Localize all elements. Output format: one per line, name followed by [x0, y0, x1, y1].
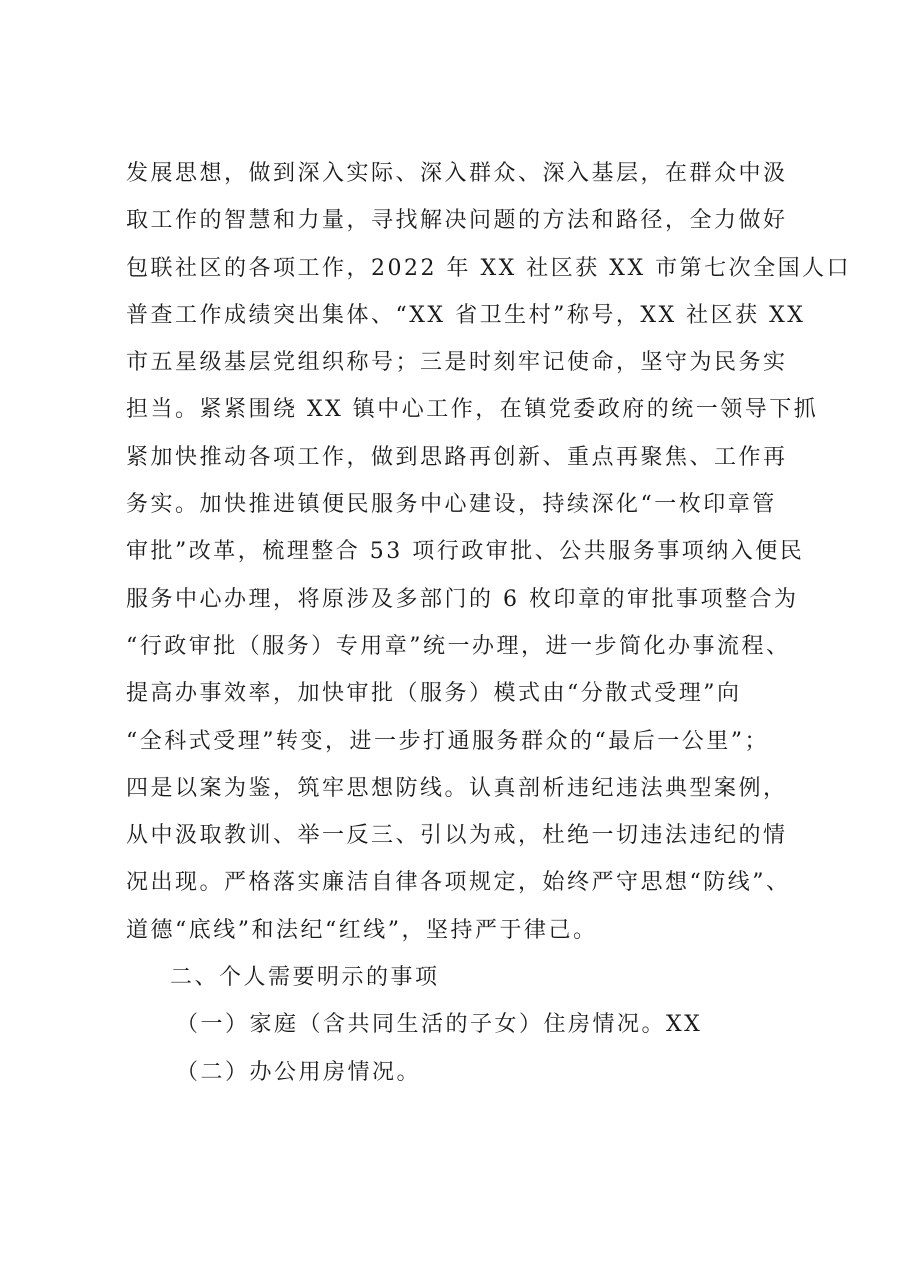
paragraph-line: 务实。加快推进镇便民服务中心建设，持续深化“一枚印章管	[126, 492, 777, 518]
paragraph-line: 道德“底线”和法纪“红线”，坚持严于律己。	[126, 917, 598, 943]
paragraph-line: 取工作的智慧和力量，寻找解决问题的方法和路径，全力做好	[126, 208, 788, 234]
paragraph-line: 审批”改革，梳理整合 53 项行政审批、公共服务事项纳入便民	[126, 539, 805, 565]
paragraph-line: 况出现。严格落实廉洁自律各项规定，始终严守思想“防线”、	[126, 870, 791, 896]
document-body	[126, 150, 852, 1096]
paragraph-line: 发展思想，做到深入实际、深入群众、深入基层，在群众中汲	[126, 161, 788, 186]
paragraph-line: 从中汲取教训、举一反三、引以为戒，杜绝一切违法违纪的情	[126, 823, 788, 849]
paragraph-line: 普查工作成绩突出集体、“XX 省卫生村”称号，XX 社区获 XX	[126, 302, 806, 328]
list-item: （二）办公用房情况。	[176, 1059, 422, 1085]
paragraph-line: 市五星级基层党组织称号；三是时刻牢记使命，坚守为民务实	[126, 350, 788, 376]
paragraph-line: 包联社区的各项工作，2022 年 XX 社区获 XX 市第七次全国人口	[126, 255, 852, 281]
paragraph-line: 四是以案为鉴，筑牢思想防线。认真剖析违纪违法典型案例，	[126, 775, 788, 801]
paragraph-line: 服务中心办理，将原涉及多部门的 6 枚印章的审批事项整合为	[126, 586, 799, 612]
section-heading: 二、个人需要明示的事项	[170, 965, 440, 991]
paragraph-line: 担当。紧紧围绕 XX 镇中心工作，在镇党委政府的统一领导下抓	[126, 397, 819, 423]
paragraph-line: 提高办事效率，加快审批（服务）模式由“分散式受理”向	[126, 681, 742, 707]
paragraph-line: 紧加快推动各项工作，做到思路再创新、重点再聚焦、工作再	[126, 444, 788, 470]
paragraph-line: “全科式受理”转变，进一步打通服务群众的“最后一公里”；	[126, 728, 769, 754]
list-item: （一）家庭（含共同生活的子女）住房情况。XX	[176, 1012, 703, 1038]
paragraph-line: “行政审批（服务）专用章”统一办理，进一步简化办事流程、	[126, 633, 791, 659]
